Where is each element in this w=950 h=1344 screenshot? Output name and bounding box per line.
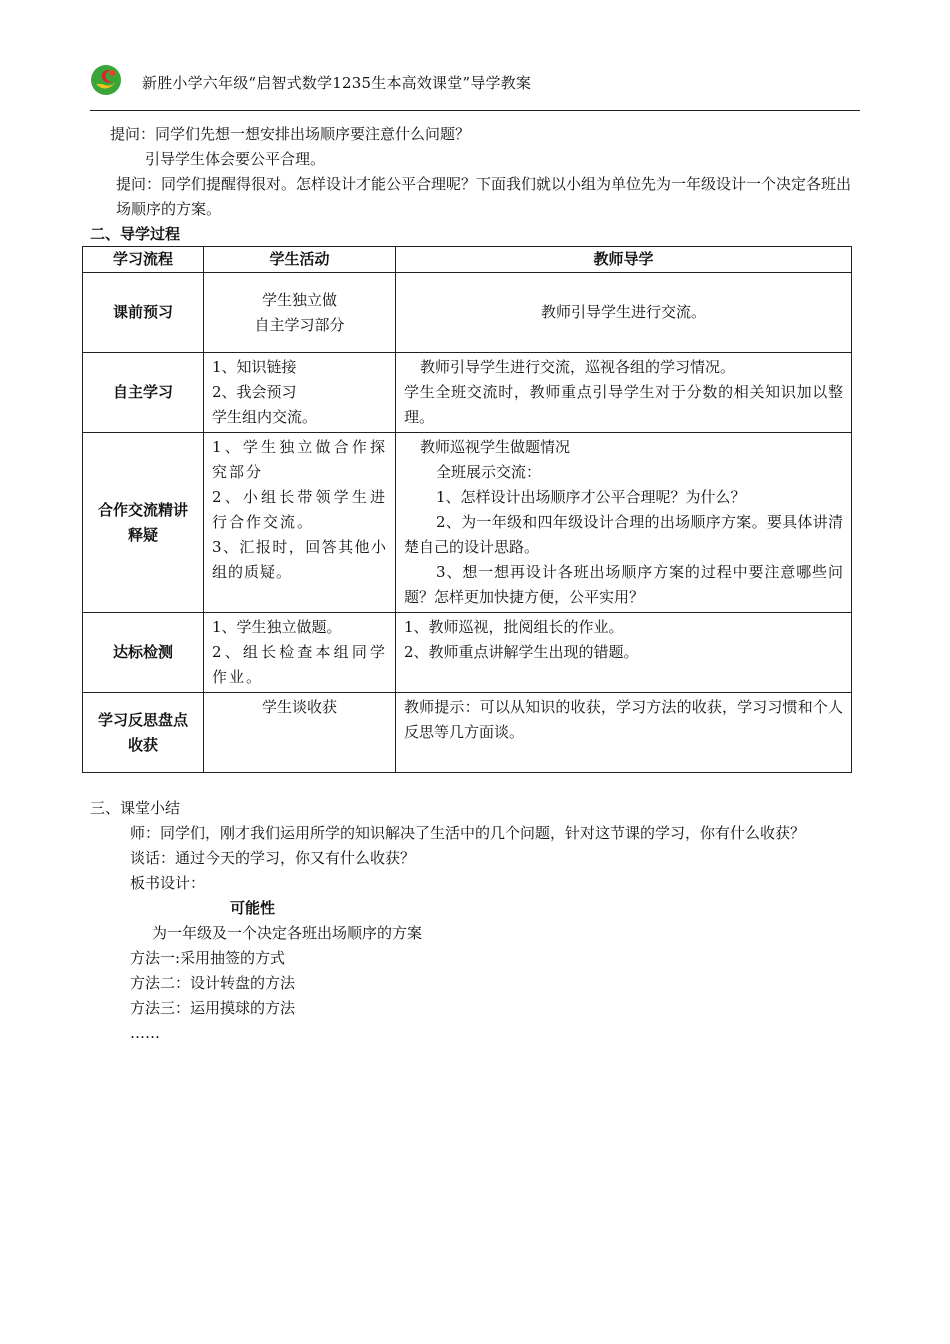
student-cell [204, 273, 396, 353]
board-method: 方法三：运用摸球的方法 [130, 999, 296, 1017]
teacher-line: 全班展示交流： [436, 463, 542, 481]
stage-label: 合作交流精讲释疑 [97, 500, 188, 544]
school-logo-icon [90, 64, 122, 96]
table-row [83, 433, 852, 613]
teacher-cell [396, 613, 852, 693]
board-subtitle: 为一年级及一个决定各班出场顺序的方案 [152, 924, 423, 942]
teacher-line: 教师引导学生进行交流。 [540, 303, 706, 321]
board-method: 方法二：设计转盘的方法 [130, 974, 296, 992]
student-line: 自主学习部分 [254, 315, 345, 334]
stage-cell [83, 433, 204, 613]
header-student-activity: 学生活动 [204, 247, 396, 273]
teacher-line: 1、教师巡视，批阅组长的作业。 [404, 618, 624, 636]
intro-question-2: 提问：同学们提醒得很对。怎样设计才能公平合理呢？下面我们就以小组为单位先为一年级设计一个决定各班出场顺序的方案。 [116, 175, 852, 218]
teacher-line: 1、怎样设计出场顺序才公平合理呢？为什么？ [436, 488, 746, 506]
student-line: 1、知识链接 [212, 358, 297, 376]
stage-cell [83, 693, 204, 773]
table-header-row [83, 247, 852, 273]
student-cell [204, 353, 396, 433]
board-ellipsis: …… [130, 1024, 160, 1042]
teacher-line: 2、教师重点讲解学生出现的错题。 [404, 643, 639, 661]
teacher-line: 教师巡视学生做题情况 [420, 438, 571, 456]
teacher-line: 教师引导学生进行交流，巡视各组的学习情况。 [420, 358, 736, 376]
stage-cell: 自主学习 [83, 353, 204, 433]
student-line: 2、组长检查本组同学作业。 [212, 643, 387, 686]
teacher-cell [396, 433, 852, 613]
student-line: 2、小组长带领学生进行合作交流。 [212, 488, 387, 531]
student-cell [204, 433, 396, 613]
summary-section [90, 796, 865, 1046]
stage-cell: 课前预习 [83, 273, 204, 353]
student-line: 学生组内交流。 [212, 408, 318, 426]
student-cell [204, 613, 396, 693]
stage-cell: 达标检测 [83, 613, 204, 693]
student-line: 2、我会预习 [212, 383, 297, 401]
table-row [83, 693, 852, 773]
student-line: 1、学生独立做题。 [212, 618, 342, 636]
summary-heading: 三、课堂小结 [90, 799, 181, 817]
lesson-process-table [82, 246, 852, 773]
board-method: 方法一:采用抽签的方式 [130, 949, 286, 967]
section-2-heading: 二、导学过程 [90, 225, 181, 243]
intro-section [90, 122, 860, 247]
page-header [90, 62, 860, 111]
table-row [83, 273, 852, 353]
teacher-line: 教师提示：可以从知识的收获，学习方法的收获，学习习惯和个人反思等几方面谈。 [404, 698, 843, 741]
teacher-line: 3、想一想再设计各班出场顺序方案的过程中要注意哪些问题？怎样更加快捷方便，公平实用？ [404, 563, 843, 606]
header-teacher-guide: 教师导学 [396, 247, 852, 273]
summary-talk: 谈话：通过今天的学习，你又有什么收获？ [130, 849, 416, 867]
student-cell [204, 693, 396, 773]
stage-label: 学习反思盘点收获 [97, 710, 188, 754]
summary-teacher: 师：同学们，刚才我们运用所学的知识解决了生活中的几个问题，针对这节课的学习，你有什么收获？ [130, 824, 806, 842]
table-row [83, 353, 852, 433]
teacher-cell [396, 273, 852, 353]
student-line: 学生独立做 [261, 290, 337, 309]
board-label: 板书设计： [130, 874, 206, 892]
header-title: 新胜小学六年级“启智式数学1235生本高效课堂”导学教案 [142, 74, 532, 92]
teacher-cell [396, 353, 852, 433]
student-line: 学生谈收获 [261, 698, 337, 716]
intro-question-1: 提问：同学们先想一想安排出场顺序要注意什么问题？ [110, 125, 471, 143]
student-line: 3、汇报时，回答其他小组的质疑。 [212, 538, 387, 581]
table-row [83, 613, 852, 693]
intro-guide: 引导学生体会要公平合理。 [145, 150, 326, 168]
student-line: 1、学生独立做合作探究部分 [212, 438, 387, 481]
teacher-line: 2、为一年级和四年级设计合理的出场顺序方案。要具体讲清楚自己的设计思路。 [404, 513, 843, 556]
teacher-line: 学生全班交流时，教师重点引导学生对于分数的相关知识加以整理。 [404, 383, 843, 426]
header-stage: 学习流程 [83, 247, 204, 273]
teacher-cell [396, 693, 852, 773]
board-title: 可能性 [230, 899, 276, 917]
